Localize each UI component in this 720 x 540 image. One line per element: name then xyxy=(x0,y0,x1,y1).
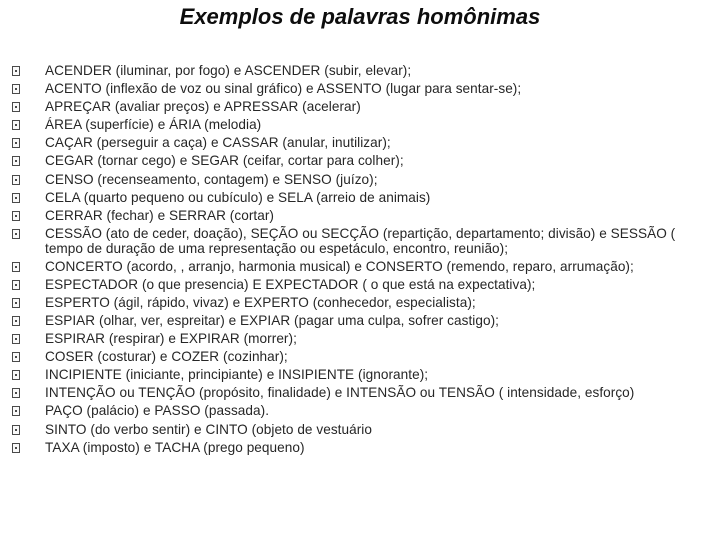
box-bullet-icon xyxy=(12,406,20,416)
box-bullet-icon xyxy=(12,102,20,112)
slide-title: Exemplos de palavras homônimas xyxy=(179,4,541,29)
list-item-text: CESSÃO (ato de ceder, doação), SEÇÃO ou SECÇÃO (repartição, departamento; divisão) e SESSÃO ( tempo de duração de uma representação ou espetáculo, encontro, reunião); xyxy=(45,225,676,256)
list-item xyxy=(12,260,712,275)
list-item-text: ESPERTO (ágil, rápido, vivaz) e EXPERTO (conhecedor, especialista); xyxy=(45,294,476,310)
list-item-text: INCIPIENTE (iniciante, principiante) e INSIPIENTE (ignorante); xyxy=(45,367,429,383)
box-bullet-icon xyxy=(12,66,20,76)
box-bullet-icon xyxy=(12,298,20,308)
list-item-text: CAÇAR (perseguir a caça) e CASSAR (anular, inutilizar); xyxy=(45,135,391,151)
box-bullet-icon xyxy=(12,84,20,94)
box-bullet-icon xyxy=(12,443,20,453)
box-bullet-icon xyxy=(12,156,20,166)
list-item-text: ÁREA (superfície) e ÁRIA (melodia) xyxy=(45,117,262,133)
box-bullet-icon xyxy=(12,193,20,203)
list-item-text: ACENDER (iluminar, por fogo) e ASCENDER (subir, elevar); xyxy=(45,63,412,78)
list-item-text: INTENÇÃO ou TENÇÃO (propósito, finalidade) e INTENSÃO ou TENSÃO ( intensidade, esforço) xyxy=(45,385,635,401)
list-item-text: CERRAR (fechar) e SERRAR (cortar) xyxy=(45,207,275,223)
list-item xyxy=(12,368,712,383)
list-item xyxy=(12,118,712,133)
list-item-text: ESPECTADOR (o que presencia) E EXPECTADOR ( o que está na expectativa); xyxy=(45,276,536,292)
list-item-text: PAÇO (palácio) e PASSO (passada). xyxy=(45,403,270,419)
list-item xyxy=(12,82,712,97)
box-bullet-icon xyxy=(12,316,20,326)
list-item-text: ACENTO (inflexão de voz ou sinal gráfico) e ASSENTO (lugar para sentar-se); xyxy=(45,81,522,97)
list-item xyxy=(12,227,712,257)
list-item-text: CEGAR (tornar cego) e SEGAR (ceifar, cortar para colher); xyxy=(45,153,404,169)
list-item xyxy=(12,404,712,419)
list-item xyxy=(12,100,712,115)
list-item xyxy=(12,350,712,365)
list-item xyxy=(12,423,712,438)
box-bullet-icon xyxy=(12,229,20,239)
list-item-text: CELA (quarto pequeno ou cubículo) e SELA (arreio de animais) xyxy=(45,189,431,205)
list-item-text: ESPIAR (olhar, ver, espreitar) e EXPIAR (pagar uma culpa, sofrer castigo); xyxy=(45,313,499,329)
list-item xyxy=(12,64,712,79)
box-bullet-icon xyxy=(12,352,20,362)
list-item-text: ESPIRAR (respirar) e EXPIRAR (morrer); xyxy=(45,331,297,347)
list-item xyxy=(12,173,712,188)
box-bullet-icon xyxy=(12,425,20,435)
list-item-text: CONCERTO (acordo, , arranjo, harmonia musical) e CONSERTO (remendo, reparo, arrumação); xyxy=(45,258,634,274)
box-bullet-icon xyxy=(12,211,20,221)
list-item xyxy=(12,441,712,456)
box-bullet-icon xyxy=(12,388,20,398)
box-bullet-icon xyxy=(12,280,20,290)
list-item xyxy=(12,154,712,169)
list-item-text: SINTO (do verbo sentir) e CINTO (objeto de vestuário xyxy=(45,421,372,437)
box-bullet-icon xyxy=(12,175,20,185)
list-item xyxy=(12,386,712,401)
list-item xyxy=(12,332,712,347)
box-bullet-icon xyxy=(12,262,20,272)
homonym-list xyxy=(12,64,712,459)
list-item xyxy=(12,136,712,151)
list-item-text: APREÇAR (avaliar preços) e APRESSAR (acelerar) xyxy=(45,99,361,115)
list-item xyxy=(12,314,712,329)
list-item xyxy=(12,191,712,206)
list-item-text: CENSO (recenseamento, contagem) e SENSO (juízo); xyxy=(45,171,378,187)
list-item xyxy=(12,209,712,224)
box-bullet-icon xyxy=(12,334,20,344)
box-bullet-icon xyxy=(12,138,20,148)
list-item-text: TAXA (imposto) e TACHA (prego pequeno) xyxy=(45,439,305,455)
list-item-text: COSER (costurar) e COZER (cozinhar); xyxy=(45,349,288,365)
list-item xyxy=(12,296,712,311)
box-bullet-icon xyxy=(12,370,20,380)
box-bullet-icon xyxy=(12,120,20,130)
list-item xyxy=(12,278,712,293)
